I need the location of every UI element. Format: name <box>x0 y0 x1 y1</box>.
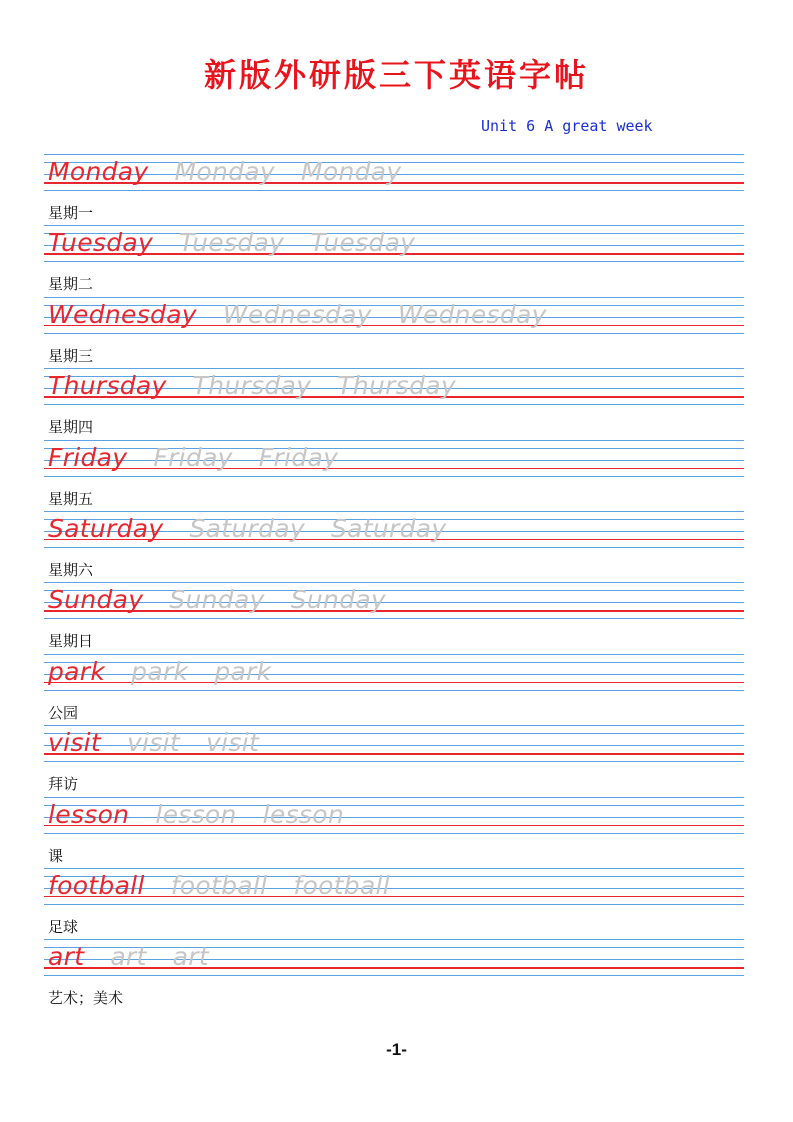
practice-entry <box>44 868 744 939</box>
guide-line-top <box>44 511 744 512</box>
word-trace: Friday <box>258 442 339 472</box>
practice-entry <box>44 368 744 439</box>
guide-line-bottom <box>44 904 744 905</box>
practice-entry <box>44 511 744 582</box>
practice-entry <box>44 225 744 296</box>
guide-line-bottom <box>44 547 744 548</box>
word-trace: Friday <box>153 442 233 472</box>
word-trace: Monday <box>301 157 402 186</box>
word-trace: Sunday <box>169 585 265 615</box>
practice-rows <box>44 154 744 1011</box>
word-meaning: 星期五 <box>48 489 94 508</box>
word-meaning: 足球 <box>48 917 79 936</box>
practice-entry <box>44 440 744 511</box>
word-line <box>48 513 473 545</box>
word-trace: Thursday <box>337 371 456 401</box>
guide-line-bottom <box>44 833 744 834</box>
word-line <box>48 299 573 331</box>
page-number: -1- <box>386 1040 407 1059</box>
word-trace: Sunday <box>290 585 387 615</box>
word-meaning: 拜访 <box>48 775 79 794</box>
word-model: football <box>48 870 145 900</box>
word-model: Saturday <box>48 513 164 543</box>
word-meaning: 星期二 <box>48 275 94 294</box>
word-meaning: 星期一 <box>48 204 94 222</box>
guide-line-bottom <box>44 761 744 762</box>
guide-line-bottom <box>44 190 744 191</box>
word-trace: Saturday <box>189 513 305 543</box>
word-model: Sunday <box>48 585 144 615</box>
guide-line-top <box>44 797 744 798</box>
guide-line-top <box>44 725 744 726</box>
practice-entry <box>44 297 744 368</box>
word-line <box>48 941 235 973</box>
word-trace: lesson <box>262 799 344 829</box>
guide-line-bottom <box>44 261 744 262</box>
guide-line-bottom <box>44 690 744 691</box>
guide-line-top <box>44 368 744 369</box>
word-line <box>48 156 428 188</box>
word-trace: Wednesday <box>397 299 547 329</box>
word-model: Monday <box>48 157 149 186</box>
word-trace: visit <box>127 728 181 758</box>
word-meaning: 艺术；美术 <box>48 989 124 1008</box>
word-model: Wednesday <box>48 299 197 329</box>
word-trace: Monday <box>174 157 275 186</box>
word-line <box>48 799 370 831</box>
word-model: Thursday <box>48 371 167 401</box>
guide-line-top <box>44 297 744 298</box>
word-meaning: 星期日 <box>48 632 94 651</box>
word-trace: football <box>293 870 391 900</box>
word-meaning: 公园 <box>48 703 79 722</box>
word-model: art <box>48 942 85 972</box>
word-trace: Wednesday <box>222 299 372 329</box>
word-line <box>48 227 441 259</box>
word-model: park <box>48 656 106 686</box>
word-trace: Tuesday <box>179 228 285 258</box>
word-trace: Thursday <box>192 371 312 401</box>
word-trace: lesson <box>155 799 237 829</box>
word-trace: art <box>110 942 147 972</box>
guide-line-top <box>44 440 744 441</box>
word-trace: art <box>172 942 209 972</box>
word-line <box>48 727 285 759</box>
page-title: 新版外研版三下英语字帖 <box>203 56 589 94</box>
guide-line-bottom <box>44 333 744 334</box>
word-meaning: 星期三 <box>48 346 94 365</box>
practice-entry <box>44 154 744 225</box>
guide-line-bottom <box>44 476 744 477</box>
practice-entry <box>44 654 744 725</box>
word-model: lesson <box>48 799 130 829</box>
practice-entry <box>44 582 744 653</box>
practice-entry <box>44 797 744 868</box>
word-meaning: 星期六 <box>48 560 94 579</box>
word-trace: Tuesday <box>310 228 416 258</box>
word-model: Tuesday <box>48 228 154 258</box>
word-model: Friday <box>48 442 128 472</box>
word-trace: visit <box>206 728 260 758</box>
guide-line-bottom <box>44 618 744 619</box>
word-trace: football <box>170 870 268 900</box>
guide-line-top <box>44 654 744 655</box>
guide-line-top <box>44 868 744 869</box>
word-line <box>48 656 297 688</box>
word-meaning: 课 <box>48 846 64 865</box>
word-trace: park <box>131 656 189 686</box>
word-line <box>48 584 412 616</box>
word-meaning: 星期四 <box>48 418 94 437</box>
word-trace: Saturday <box>331 513 447 543</box>
word-model: visit <box>48 728 102 758</box>
word-trace: park <box>214 656 272 686</box>
word-line <box>48 370 482 402</box>
practice-entry <box>44 725 744 796</box>
guide-line-top <box>44 154 744 155</box>
practice-entry <box>44 939 744 1010</box>
guide-line-bottom <box>44 404 744 405</box>
guide-line-bottom <box>44 975 744 976</box>
guide-line-top <box>44 939 744 940</box>
guide-line-top <box>44 582 744 583</box>
word-line <box>48 442 364 474</box>
word-line <box>48 870 416 902</box>
unit-title: Unit 6 A great week <box>481 117 653 135</box>
guide-line-top <box>44 225 744 226</box>
